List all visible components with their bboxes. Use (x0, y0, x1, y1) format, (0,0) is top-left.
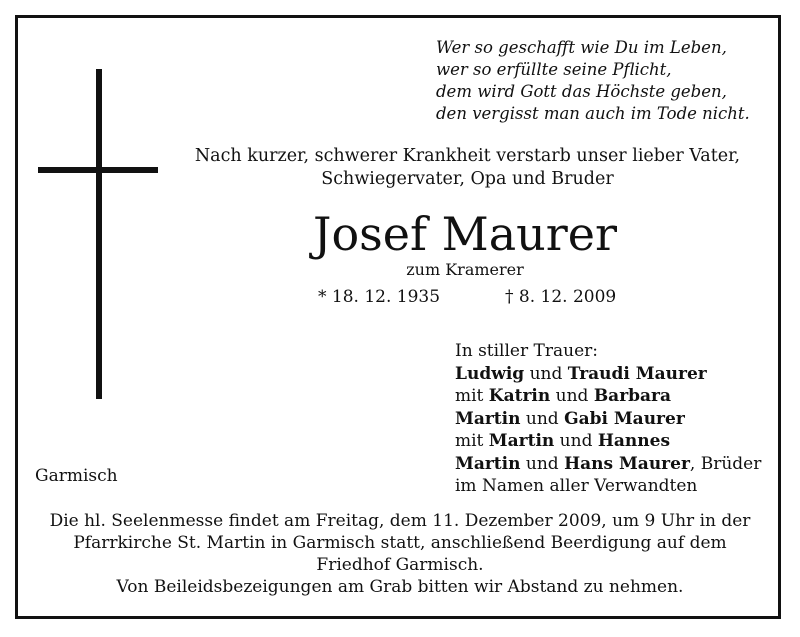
death-announcement (160, 145, 775, 191)
mourner-line: mit Katrin und Barbara (455, 386, 672, 406)
memorial-poem (436, 37, 776, 125)
poem-line: den vergisst man auch im Tode nicht. (436, 104, 750, 123)
poem-line: dem wird Gott das Höchste geben, (436, 82, 727, 101)
mass-line: Pfarrkirche St. Martin in Garmisch statt, anschließend Beerdigung auf dem (73, 533, 727, 553)
mourner-line: Ludwig und Traudi Maurer (455, 363, 707, 384)
cross-icon-horizontal-bar (38, 167, 158, 173)
mourners-heading: In stiller Trauer: (455, 341, 598, 361)
mourners-list (455, 340, 775, 498)
mourner-line: mit Martin und Hannes (455, 431, 671, 451)
death-date: † 8. 12. 2009 (505, 287, 617, 307)
cross-icon-vertical-bar (96, 69, 102, 399)
deceased-nickname: zum Kramerer (406, 260, 524, 279)
mourner-line: Martin und Gabi Maurer (455, 408, 685, 429)
deceased-name: Josef Maurer (313, 207, 617, 261)
mourner-line: Martin und Hans Maurer, Brüder (455, 453, 762, 474)
mourners-closing: im Namen aller Verwandten (455, 476, 698, 496)
mass-line: Die hl. Seelenmesse findet am Freitag, dem 11. Dezember 2009, um 9 Uhr in der (49, 511, 751, 531)
birth-date: * 18. 12. 1935 (318, 287, 441, 307)
announcement-line: Nach kurzer, schwerer Krankheit verstarb unser lieber Vater, (194, 146, 741, 166)
mass-information (35, 510, 765, 598)
mass-line: Friedhof Garmisch. (316, 555, 484, 575)
place-name: Garmisch (35, 466, 118, 486)
mass-line: Von Beileidsbezeigungen am Grab bitten wir Abstand zu nehmen. (116, 577, 684, 597)
announcement-line: Schwiegervater, Opa und Bruder (321, 169, 614, 189)
poem-line: Wer so geschafft wie Du im Leben, (436, 38, 727, 57)
poem-line: wer so erfüllte seine Pflicht, (436, 60, 672, 79)
